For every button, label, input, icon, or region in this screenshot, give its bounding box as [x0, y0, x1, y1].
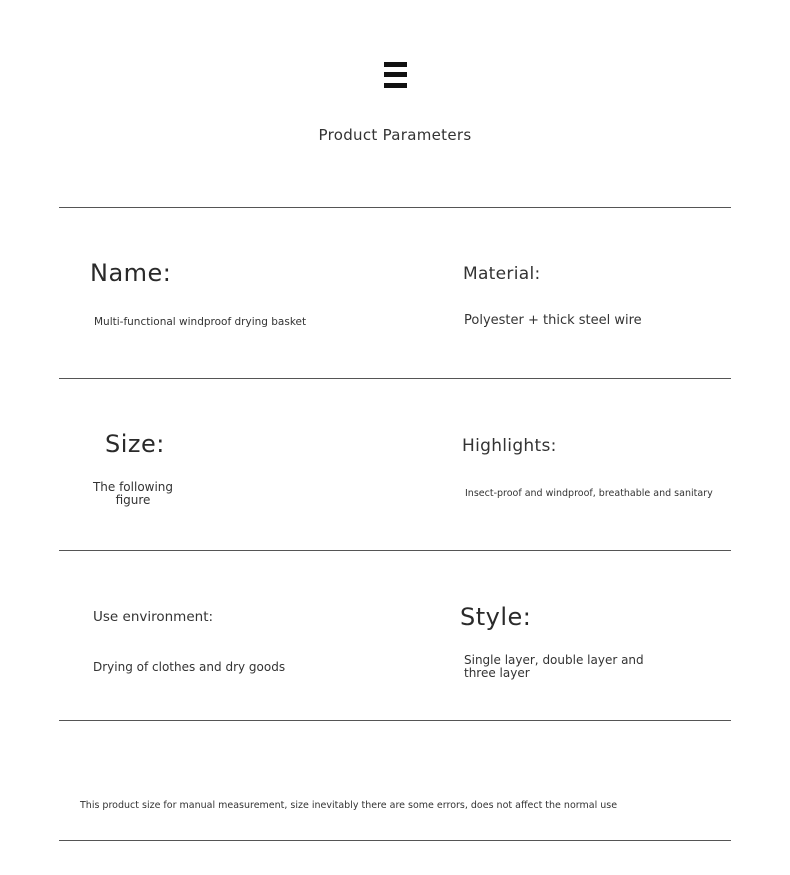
- name-label: Name:: [90, 259, 172, 287]
- size-value: The following figure: [92, 480, 174, 507]
- style-value: Single layer, double layer and three layer: [464, 653, 644, 680]
- environment-label: Use environment:: [93, 609, 214, 625]
- name-value: Multi-functional windproof drying basket: [94, 316, 307, 328]
- divider-1: [59, 378, 731, 379]
- measurement-note: This product size for manual measurement, size inevitably there are some errors, does not affect the normal use: [80, 800, 618, 811]
- material-value: Polyester + thick steel wire: [464, 313, 642, 328]
- divider-2: [59, 550, 731, 551]
- style-label: Style:: [460, 603, 532, 631]
- material-label: Material:: [463, 264, 541, 284]
- highlights-value: Insect-proof and windproof, breathable and sanitary: [465, 488, 713, 499]
- divider-3: [59, 720, 731, 721]
- divider-bottom: [59, 840, 731, 841]
- size-label: Size:: [105, 430, 165, 458]
- divider-top: [59, 207, 731, 208]
- highlights-label: Highlights:: [462, 436, 557, 456]
- menu-bars-icon: [384, 62, 407, 88]
- environment-value: Drying of clothes and dry goods: [93, 660, 286, 674]
- page-title: Product Parameters: [318, 126, 472, 144]
